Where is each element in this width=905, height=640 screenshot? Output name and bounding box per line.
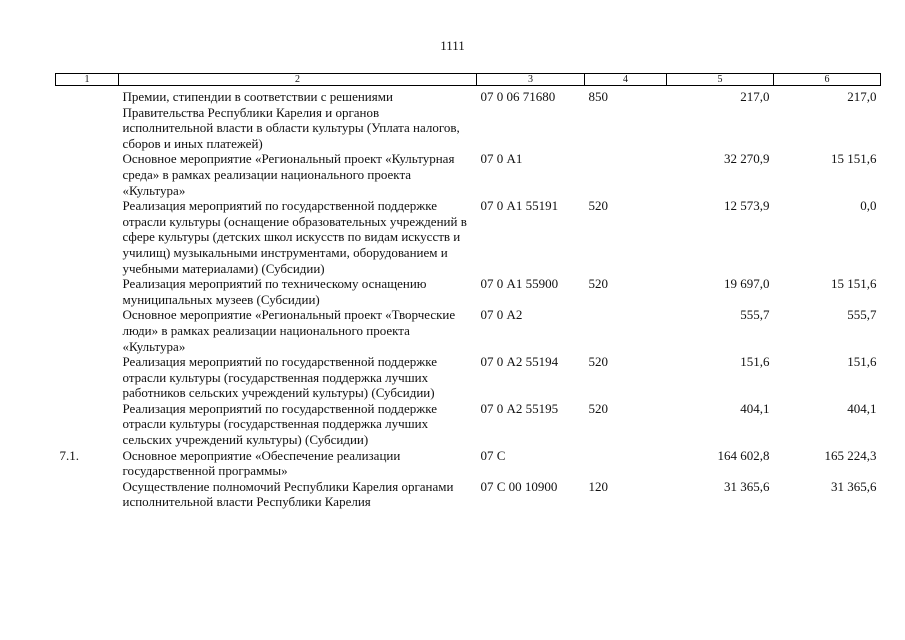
column-header: 2 [119,74,477,86]
row-name: Премии, стипендии в соответствии с решениями Правительства Республики Карелия и органов исполнительной власти в области культуры (Уплата налогов, сборов и иных платежей) [122,89,460,151]
row-type [585,307,667,354]
row-type: 520 [588,198,608,214]
row-number [56,198,119,276]
row-value-5: 19 697,0 [724,276,770,292]
row-name: Реализация мероприятий по государственной поддержке отрасли культуры (государственная поддержка лучших сельских учреждений культуры) (Субсидии) [122,400,438,448]
row-name: Основное мероприятие «Региональный проект «Творческие люди» в рамках реализации национального проекта «Культура» [122,307,456,354]
row-number [56,307,119,354]
table-row [56,479,881,510]
row-name: Осуществление полномочий Республики Карелия органами исполнительной власти Республики Карелия [122,478,454,510]
row-number [56,276,119,307]
table-row [56,86,881,152]
row-value-5: 151,6 [740,354,770,370]
row-value-6: 151,6 [847,354,877,370]
row-code: 07 С [480,447,506,463]
row-number [56,354,119,401]
table-row [56,354,881,401]
row-type: 520 [588,400,608,416]
row-value-5: 217,0 [740,89,770,104]
row-value-6: 31 365,6 [831,478,877,494]
row-type: 120 [588,478,608,494]
row-name: Основное мероприятие «Обеспечение реализации государственной программы» [122,447,401,479]
row-value-5: 555,7 [740,307,770,323]
row-value-5: 32 270,9 [724,151,770,167]
table-row [56,276,881,307]
page-number: 1111 [440,38,465,53]
row-code: 07 С 00 10900 [480,478,558,494]
row-type: 850 [588,89,608,104]
row-value-6: 217,0 [847,89,877,104]
column-header: 5 [667,74,774,86]
row-type [585,151,667,198]
row-code: 07 0 А2 55194 [480,354,559,370]
row-value-6: 0,0 [860,198,877,214]
row-number: 7.1. [59,447,79,463]
table-row [56,448,881,479]
row-name: Реализация мероприятий по техническому оснащению муниципальных музеев (Субсидии) [122,276,427,307]
row-number [56,479,119,510]
column-header: 3 [477,74,585,86]
row-value-6: 404,1 [847,400,877,416]
row-value-5: 164 602,8 [717,447,770,463]
table-row [56,401,881,448]
row-code: 07 0 А1 [480,151,523,167]
row-name: Реализация мероприятий по государственной поддержке отрасли культуры (государственная поддержка лучших работников сельских учреждений культуры) (Субсидии) [122,354,438,401]
budget-table [55,73,881,510]
row-type [585,448,667,479]
row-value-5: 31 365,6 [724,478,770,494]
row-code: 07 0 А2 55195 [480,400,559,416]
row-value-6: 165 224,3 [824,447,877,463]
row-type: 520 [588,276,608,292]
row-name: Реализация мероприятий по государственной поддержке отрасли культуры (оснащение образовательных учреждений в сфере культуры (детских школ искусств по видам искусств и училищ) музыкальными инструментами, оборудованием и учебными материалами) (Субсидии) [122,198,467,276]
row-number [56,151,119,198]
row-value-5: 404,1 [740,400,770,416]
row-code: 07 0 06 71680 [480,89,556,104]
row-code: 07 0 А2 [480,307,523,323]
table-row [56,198,881,276]
row-number [56,86,119,152]
table-row [56,307,881,354]
row-code: 07 0 А1 55900 [480,276,559,292]
row-value-5: 12 573,9 [724,198,770,214]
column-header: 6 [774,74,881,86]
row-code: 07 0 А1 55191 [480,198,559,214]
row-name: Основное мероприятие «Региональный проект «Культурная среда» в рамках реализации национального проекта «Культура» [122,151,455,198]
column-header: 1 [56,74,119,86]
row-value-6: 15 151,6 [831,151,877,167]
row-value-6: 555,7 [847,307,877,323]
table-row [56,151,881,198]
row-value-6: 15 151,6 [831,276,877,292]
table-header-row [56,74,881,86]
column-header: 4 [585,74,667,86]
row-type: 520 [588,354,608,370]
row-number [56,401,119,448]
